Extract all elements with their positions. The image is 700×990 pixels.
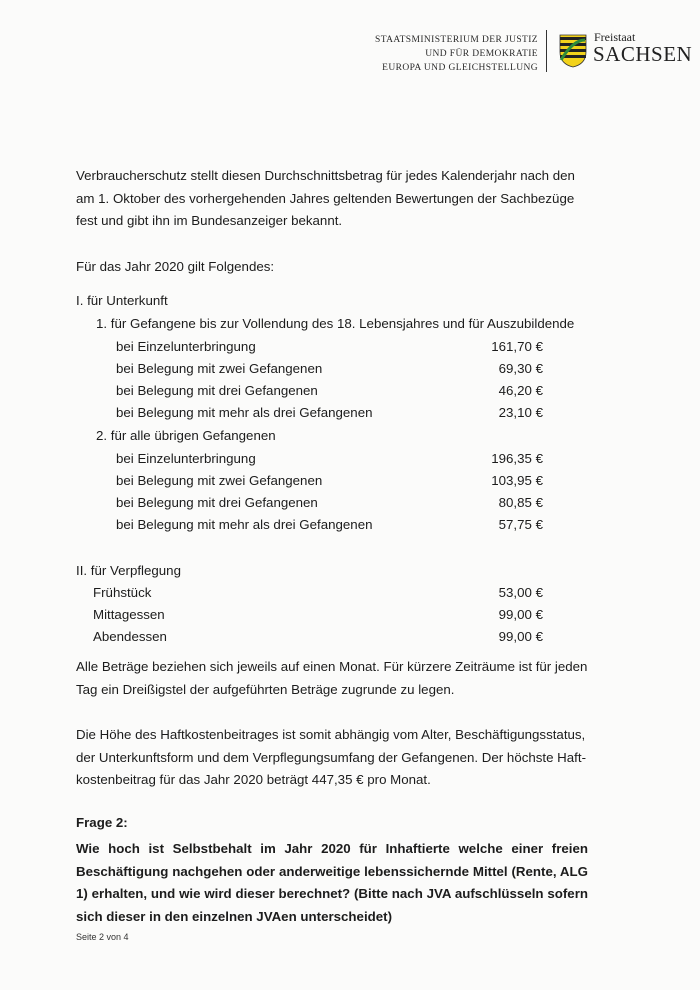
row-label: bei Einzelunterbringung: [116, 451, 256, 466]
row-amount: 161,70 €: [491, 339, 543, 354]
ministry-line-2: UND FÜR DEMOKRATIE: [425, 49, 538, 59]
row-amount: 57,75 €: [498, 517, 543, 532]
summary-line-3: kostenbeitrag für das Jahr 2020 beträgt 447,35 € pro Monat.: [76, 772, 431, 787]
summary-paragraph: [76, 724, 586, 792]
row-amount: 46,20 €: [498, 383, 543, 398]
section-2-heading: II. für Verpflegung: [76, 563, 181, 578]
ministry-line-3: EUROPA UND GLEICHSTELLUNG: [382, 63, 538, 73]
state-label-large: SACHSEN: [593, 42, 693, 66]
section-1-heading: I. für Unterkunft: [76, 293, 168, 308]
intro-paragraph: [76, 165, 575, 233]
intro-line-3: fest und gibt ihn im Bundesanzeiger bekannt.: [76, 213, 343, 228]
state-label-small: Freistaat: [594, 30, 636, 44]
row-label: bei Belegung mit mehr als drei Gefangenen: [116, 517, 373, 532]
ministry-name: [375, 33, 538, 75]
row-label: bei Belegung mit drei Gefangenen: [116, 383, 318, 398]
note-line-1: Alle Beträge beziehen sich jeweils auf einen Monat. Für kürzere Zeiträume ist für jeden: [76, 659, 588, 674]
row-label: bei Einzelunterbringung: [116, 339, 256, 354]
intro-line-2: am 1. Oktober des vorhergehenden Jahres geltenden Bewertungen der Sachbezüge: [76, 190, 575, 206]
row-label: Mittagessen: [93, 607, 165, 622]
row-label: bei Belegung mit zwei Gefangenen: [116, 473, 323, 488]
row-amount: 69,30 €: [498, 361, 543, 376]
row-label: Frühstück: [93, 585, 152, 600]
summary-line-1: Die Höhe des Haftkostenbeitrages ist somit abhängig vom Alter, Beschäftigungsstatus,: [76, 727, 586, 742]
row-amount: 99,00 €: [498, 607, 543, 622]
row-amount: 196,35 €: [491, 451, 543, 466]
question-title: Frage 2:: [76, 815, 128, 830]
row-label: bei Belegung mit zwei Gefangenen: [116, 361, 323, 376]
row-label: bei Belegung mit mehr als drei Gefangenen: [116, 405, 373, 420]
page-number: Seite 2 von 4: [76, 932, 129, 942]
year-intro: Für das Jahr 2020 gilt Folgendes:: [76, 259, 275, 274]
ministry-line-1: STAATSMINISTERIUM DER JUSTIZ: [375, 35, 538, 45]
row-label: Abendessen: [93, 629, 167, 644]
note-line-2: Tag ein Dreißigstel der aufgeführten Beträge zugrunde zu legen.: [76, 681, 455, 697]
intro-line-1: Verbraucherschutz stellt diesen Durchschnittsbetrag für jedes Kalenderjahr nach den: [76, 168, 575, 183]
row-amount: 80,85 €: [498, 495, 543, 510]
group-2-heading: 2. für alle übrigen Gefangenen: [96, 428, 276, 443]
header-divider: [546, 30, 547, 72]
row-amount: 99,00 €: [498, 629, 543, 644]
group-1-heading: 1. für Gefangene bis zur Vollendung des 18. Lebensjahres und für Auszubildende: [96, 316, 575, 331]
row-amount: 23,10 €: [498, 405, 543, 420]
question-text: Wie hoch ist Selbstbehalt im Jahr 2020 für Inhaftierte welche einer freien Beschäftigung nachgehen oder anderweitige lebenssichernde Mittel (Rente, ALG 1) erhalten, und wie wird dieser berechnet? (Bitte nach JVA aufschlüsseln sofern sich dieser in den einzelnen JVAen unterscheidet): [76, 841, 588, 924]
note-paragraph: [76, 656, 587, 701]
coat-of-arms-icon: [559, 34, 587, 68]
summary-line-2: der Unterkunftsform und dem Verpflegungsumfang der Gefangenen. Der höchste Haft-: [76, 749, 587, 765]
row-amount: 103,95 €: [491, 473, 543, 488]
row-amount: 53,00 €: [498, 585, 543, 600]
row-label: bei Belegung mit drei Gefangenen: [116, 495, 318, 510]
